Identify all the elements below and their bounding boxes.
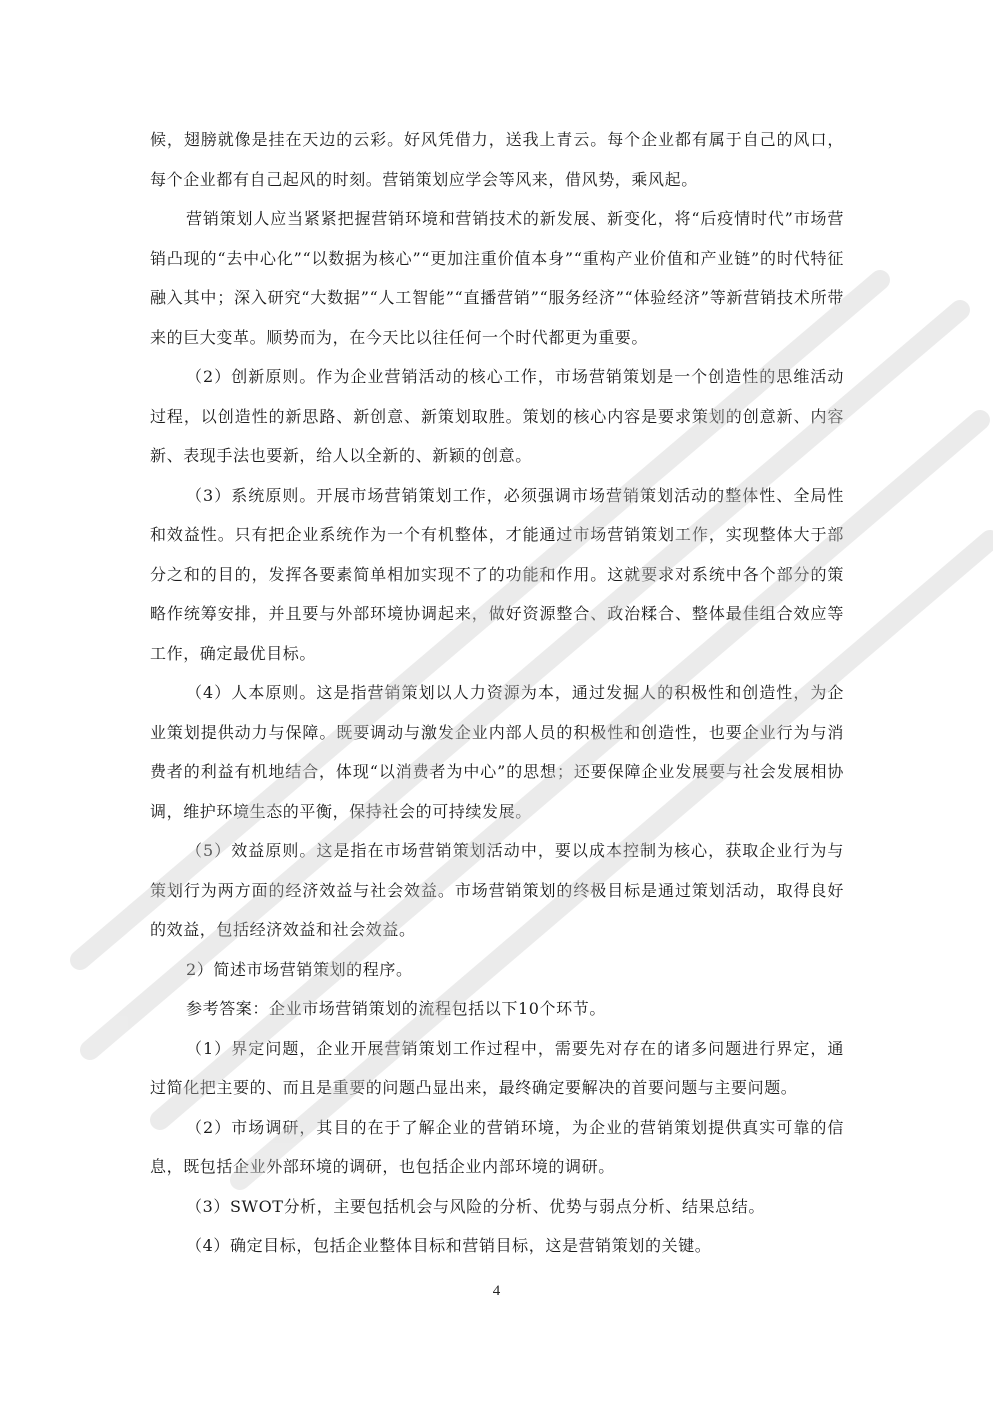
paragraph: （2）创新原则。作为企业营销活动的核心工作，市场营销策划是一个创造性的思维活动过程，以创造性的新思路、新创意、新策划取胜。策划的核心内容是要求策划的创意新、内容新、表现手法也要新，给人以全新的、新颖的创意。	[150, 367, 844, 465]
paragraph: （2）市场调研，其目的在于了解企业的营销环境，为企业的营销策划提供真实可靠的信息，既包括企业外部环境的调研，也包括企业内部环境的调研。	[150, 1117, 844, 1176]
paragraph: （3）SWOT分析，主要包括机会与风险的分析、优势与弱点分析、结果总结。	[186, 1196, 765, 1216]
paragraph: （1）界定问题，企业开展营销策划工作过程中，需要先对存在的诸多问题进行界定，通过简化把主要的、而且是重要的问题凸显出来，最终确定要解决的首要问题与主要问题。	[150, 1038, 844, 1097]
paragraph: 候，翅膀就像是挂在天边的云彩。好风凭借力，送我上青云。每个企业都有属于自己的风口，每个企业都有自己起风的时刻。营销策划应学会等风来，借风势，乘风起。	[150, 130, 844, 189]
paragraph: （4）人本原则。这是指营销策划以人力资源为本，通过发掘人的积极性和创造性，为企业策划提供动力与保障。既要调动与激发企业内部人员的积极性和创造性，也要企业行为与消费者的利益有机地结合，体现“以消费者为中心”的思想；还要保障企业发展要与社会发展相协调，维护环境生态的平衡，保持社会的可持续发展。	[150, 683, 844, 821]
page-body	[150, 120, 844, 1266]
page-number: 4	[492, 1283, 501, 1299]
paragraph: （3）系统原则。开展市场营销策划工作，必须强调市场营销策划活动的整体性、全局性和效益性。只有把企业系统作为一个有机整体，才能通过市场营销策划工作，实现整体大于部分之和的目的，发挥各要素简单相加实现不了的功能和作用。这就要求对系统中各个部分的策略作统筹安排，并且要与外部环境协调起来，做好资源整合、政治糅合、整体最佳组合效应等工作，确定最优目标。	[150, 485, 844, 663]
answer-intro: 参考答案：企业市场营销策划的流程包括以下10个环节。	[186, 999, 606, 1018]
paragraph: 营销策划人应当紧紧把握营销环境和营销技术的新发展、新变化，将“后疫情时代”市场营销凸现的“去中心化”“以数据为核心”“更加注重价值本身”“重构产业价值和产业链”的时代特征融入其中；深入研究“大数据”“人工智能”“直播营销”“服务经济”“体验经济”等新营销技术所带来的巨大变革。顺势而为，在今天比以往任何一个时代都更为重要。	[150, 209, 844, 347]
question-heading: 2）简述市场营销策划的程序。	[186, 959, 413, 979]
paragraph: （4）确定目标，包括企业整体目标和营销目标，这是营销策划的关键。	[186, 1236, 712, 1255]
paragraph: （5）效益原则。这是指在市场营销策划活动中，要以成本控制为核心，获取企业行为与策划行为两方面的经济效益与社会效益。市场营销策划的终极目标是通过策划活动，取得良好的效益，包括经济效益和社会效益。	[150, 841, 844, 939]
